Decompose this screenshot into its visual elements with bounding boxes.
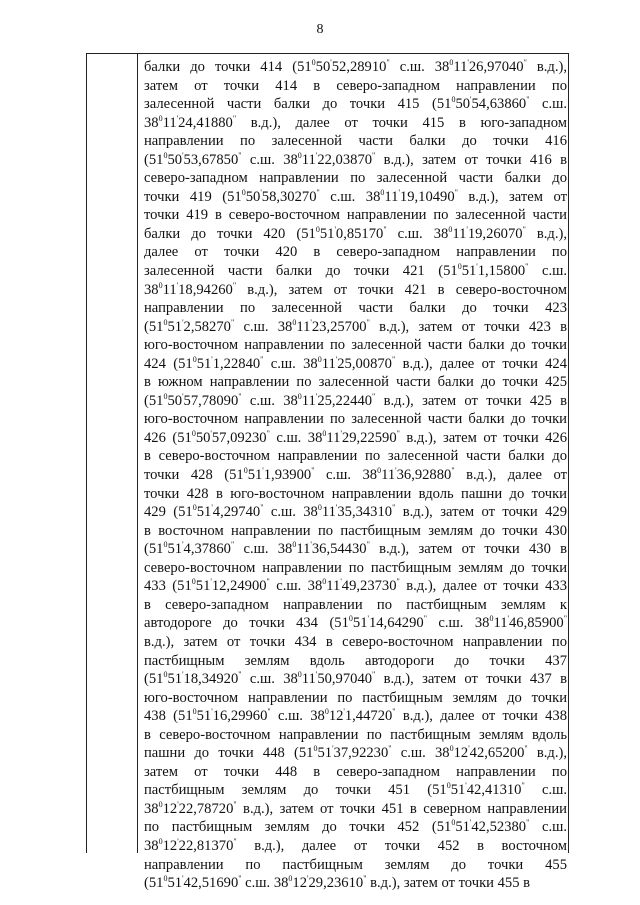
- text-line: направлении по залесенной части балки до точки 416: [144, 133, 567, 150]
- text-line: точки 419 ($51^050'58,30270^"$ с.ш. $38^011'19,10490^"$ в.д.), затем от: [144, 187, 567, 205]
- text-line: в.д.), затем от точки 434 в северо-восточном направлении по: [144, 633, 567, 650]
- text-line: затем от точки 414 в северо-западном направлении по: [144, 77, 567, 94]
- text-line: далее от точки 420 в северо-западном направлении по: [144, 244, 567, 261]
- text-line: точки 428 в юго-восточном направлении вдоль пашни до точки: [144, 485, 567, 502]
- text-line: в восточном направлении по пастбищным землям до точки 430: [144, 522, 567, 539]
- text-line: ($51^050'53,67850^"$ с.ш. $38^011'22,03870^"$ в.д.), затем от точки 416 в: [144, 150, 567, 168]
- text-line: точки 428 ($51^051'1,93900^"$ с.ш. $38^011'36,92880^"$ в.д.), далее от: [144, 466, 567, 484]
- page-number: 8: [316, 22, 324, 37]
- text-line: в северо-западном направлении по пастбищным землям к: [144, 596, 567, 613]
- text-line: автодороге до точки 434 ($51^051'14,64290^"$ с.ш. $38^011'46,85900^"$: [144, 614, 567, 632]
- text-line: 424 ($51^051'1,22840^"$ с.ш. $38^011'25,00870^"$ в.д.), далее от точки 424: [144, 354, 567, 372]
- text-line: пашни до точки 448 ($51^051'37,92230^"$ с.ш. $38^012'42,65200^"$ в.д.),: [144, 744, 567, 762]
- text-line: юго-восточном направлении по пастбищным землям до точки: [144, 689, 567, 706]
- text-line: 438 ($51^051'16,29960^"$ с.ш. $38^012'1,44720^"$ в.д.), далее от точки 438: [144, 707, 567, 725]
- text-line: направлении по залесенной части балки до точки 423: [144, 300, 567, 317]
- text-line: северо-восточном направлении по пастбищным землям до точки: [144, 559, 567, 576]
- text-line: ($51^051'2,58270^"$ с.ш. $38^011'23,25700^"$ в.д.), затем от точки 423 в: [144, 317, 567, 335]
- text-line: юго-восточном направлении по залесенной части балки до точки: [144, 411, 567, 428]
- boundary-description-text: [144, 58, 567, 893]
- text-line: залесенной части балки до точки 421 ($51^051'1,15800^"$ с.ш.: [144, 262, 567, 280]
- text-line: в северо-восточном направлении по пастбищным землям вдоль: [144, 726, 567, 743]
- text-line: юго-восточном направлении по залесенной части балки до точки: [144, 337, 567, 354]
- text-line: направлении по пастбищным землям до точки 455: [144, 856, 567, 873]
- text-line: 433 ($51^051'12,24900^"$ с.ш. $38^011'49,23730^"$ в.д.), далее от точки 433: [144, 577, 567, 595]
- text-line: $38^011'18,94260^"$ в.д.), затем от точки 421 в северо-восточном: [144, 280, 567, 298]
- text-line: пастбищным землям вдоль автодороги до точки 437: [144, 652, 567, 669]
- column-divider: [137, 53, 138, 853]
- text-line: пастбищным землям до точки 451 ($51^051'42,41310^"$ с.ш.: [144, 781, 567, 799]
- text-line: ($51^051'18,34920^"$ с.ш. $38^011'50,97040^"$ в.д.), затем от точки 437 в: [144, 670, 567, 688]
- text-line: затем от точки 448 в северо-западном направлении по: [144, 763, 567, 780]
- text-line: балки до точки 420 ($51^051'0,85170^"$ с.ш. $38^011'19,26070^"$ в.д.),: [144, 224, 567, 242]
- text-line: по пастбищным землям до точки 452 ($51^051'42,52380^"$ с.ш.: [144, 818, 567, 836]
- text-line: северо-западном направлении по залесенной части балки до: [144, 170, 567, 187]
- text-line: в северо-восточном направлении по залесенной части балки до: [144, 448, 567, 465]
- text-line: ($51^051'42,51690^"$ с.ш. $38^012'29,23610^"$ в.д.), затем от точки 455 в: [144, 874, 531, 892]
- text-line: $38^012'22,81370^"$ в.д.), далее от точки 452 в восточном: [144, 836, 567, 854]
- text-line: 429 ($51^051'4,29740^"$ с.ш. $38^011'35,34310^"$ в.д.), затем от точки 429: [144, 503, 567, 521]
- text-line: ($51^050'57,78090^"$ с.ш. $38^011'25,22440^"$ в.д.), затем от точки 425 в: [144, 391, 567, 409]
- text-line: 426 ($51^050'57,09230^"$ с.ш. $38^011'29,22590^"$ в.д.), затем от точки 426: [144, 428, 567, 446]
- text-line: в южном направлении по залесенной части балки до точки 425: [144, 374, 567, 391]
- text-line: $38^012'22,78720^"$ в.д.), затем от точки 451 в северном направлении: [144, 799, 567, 817]
- text-line: $38^011'24,41880^"$ в.д.), далее от точки 415 в юго-западном: [144, 113, 567, 131]
- text-line: балки до точки 414 ($51^050'52,28910^"$ с.ш. $38^011'26,97040^"$ в.д.),: [144, 58, 567, 75]
- text-line: ($51^051'4,37860^"$ с.ш. $38^011'36,54430^"$ в.д.), затем от точки 430 в: [144, 540, 567, 558]
- text-line: залесенной части балки до точки 415 ($51^050'54,63860^"$ с.ш.: [144, 95, 567, 113]
- text-line: точки 419 в северо-восточном направлении по залесенной части: [144, 207, 567, 224]
